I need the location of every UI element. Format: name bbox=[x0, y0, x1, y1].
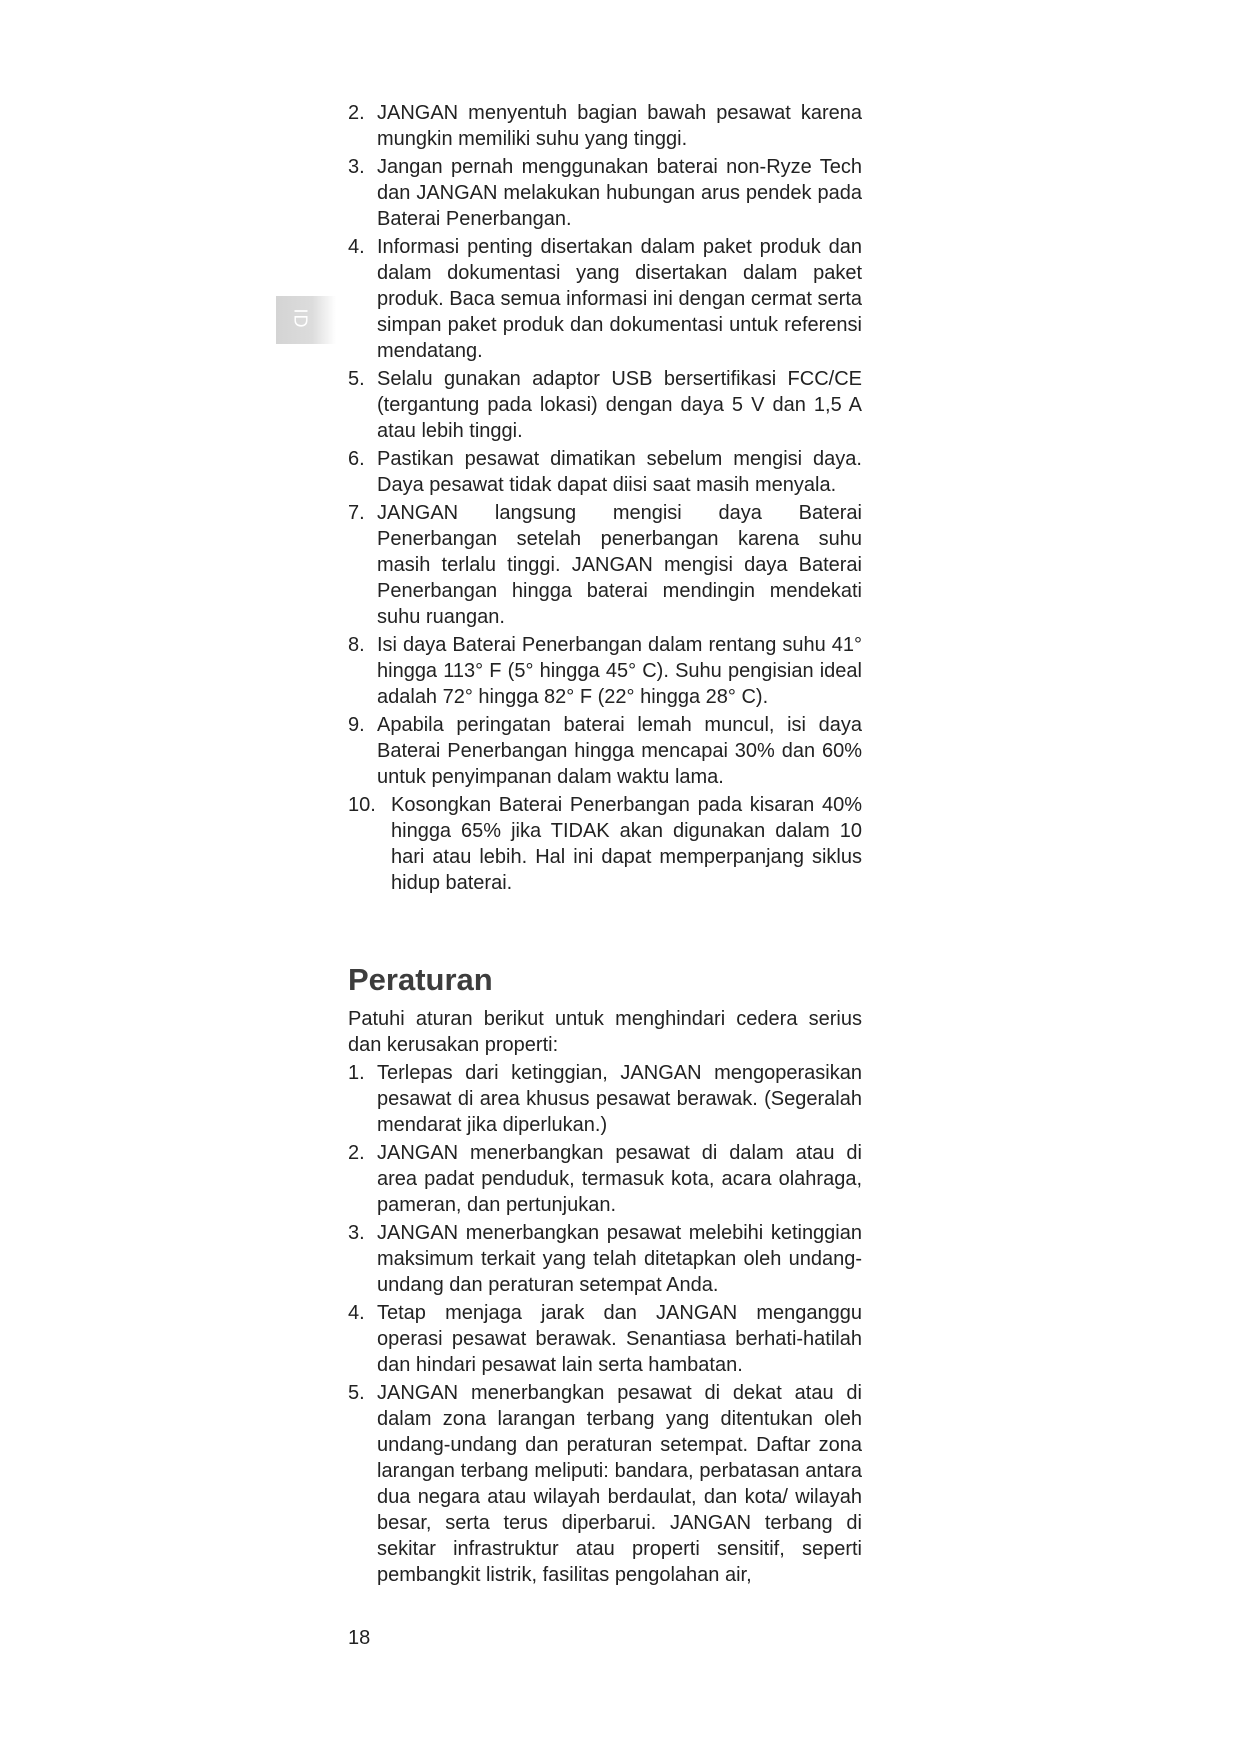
list-item bbox=[348, 1220, 862, 1298]
list-item-text: JANGAN langsung mengisi daya Baterai Penerbangan setelah penerbangan karena suhu masih terlalu tinggi. JANGAN mengisi daya Baterai Penerbangan hingga baterai mendingin mendekati suhu ruangan. bbox=[377, 502, 862, 628]
list-item-number: 2. bbox=[348, 102, 365, 124]
list-item-number: 4. bbox=[348, 236, 365, 258]
list-item-text: Pastikan pesawat dimatikan sebelum mengisi daya. Daya pesawat tidak dapat diisi saat masih menyala. bbox=[377, 448, 862, 496]
list-item bbox=[348, 632, 862, 710]
list-item-text: Jangan pernah menggunakan baterai non-Ryze Tech dan JANGAN melakukan hubungan arus pendek pada Baterai Penerbangan. bbox=[377, 156, 862, 230]
list-item bbox=[348, 446, 862, 498]
battery-list bbox=[348, 100, 862, 896]
list-item-number: 3. bbox=[348, 156, 365, 178]
list-item-number: 6. bbox=[348, 448, 365, 470]
list-item-number: 2. bbox=[348, 1142, 365, 1164]
section-heading: Peraturan bbox=[348, 962, 493, 997]
rules-list bbox=[348, 1060, 862, 1588]
list-item bbox=[348, 366, 862, 444]
list-item-number: 5. bbox=[348, 1382, 365, 1404]
list-item-text: JANGAN menerbangkan pesawat melebihi ketinggian maksimum terkait yang telah ditetapkan oleh undang-undang dan peraturan setempat Anda. bbox=[377, 1222, 862, 1296]
list-item bbox=[348, 1300, 862, 1378]
content-column bbox=[348, 100, 862, 1590]
list-item-text: Tetap menjaga jarak dan JANGAN menganggu operasi pesawat berawak. Senantiasa berhati-hatilah dan hindari pesawat lain serta hambatan. bbox=[377, 1302, 862, 1376]
list-item-number: 1. bbox=[348, 1062, 365, 1084]
language-tab-label: ID bbox=[290, 308, 311, 329]
list-item-number: 7. bbox=[348, 502, 365, 524]
list-item-text: Terlepas dari ketinggian, JANGAN mengoperasikan pesawat di area khusus pesawat berawak. (Segeralah mendarat jika diperlukan.) bbox=[377, 1062, 862, 1136]
page-number: 18 bbox=[348, 1627, 371, 1649]
list-item bbox=[348, 1140, 862, 1218]
list-item-number: 4. bbox=[348, 1302, 365, 1324]
list-item bbox=[348, 100, 862, 152]
list-item bbox=[348, 1380, 862, 1588]
section-intro: Patuhi aturan berikut untuk menghindari cedera serius dan kerusakan properti: bbox=[348, 1008, 862, 1056]
list-item bbox=[348, 712, 862, 790]
list-item-number: 5. bbox=[348, 368, 365, 390]
list-item-number: 8. bbox=[348, 634, 365, 656]
list-item bbox=[348, 500, 862, 630]
list-item bbox=[348, 234, 862, 364]
list-item-number: 3. bbox=[348, 1222, 365, 1244]
list-item-text: Informasi penting disertakan dalam paket produk dan dalam dokumentasi yang disertakan dalam paket produk. Baca semua informasi ini dengan cermat serta simpan paket produk dan dokumentasi untuk referensi mendatang. bbox=[377, 236, 862, 362]
list-item-text: JANGAN menerbangkan pesawat di dekat atau di dalam zona larangan terbang yang ditentukan oleh undang-undang dan peraturan setempat. Daftar zona larangan terbang meliputi: bandara, perbatasan antara dua negara atau wilayah berdaulat, dan kota/ wilayah besar, serta terus diperbarui. JANGAN terbang di sekitar infrastruktur atau properti sensitif, seperti pembangkit listrik, fasilitas pengolahan air, bbox=[377, 1382, 862, 1586]
list-item-text: Apabila peringatan baterai lemah muncul, isi daya Baterai Penerbangan hingga mencapai 30% dan 60% untuk penyimpanan dalam waktu lama. bbox=[377, 714, 862, 788]
list-item-text: JANGAN menerbangkan pesawat di dalam atau di area padat penduduk, termasuk kota, acara olahraga, pameran, dan pertunjukan. bbox=[377, 1142, 862, 1216]
list-item-text: Isi daya Baterai Penerbangan dalam rentang suhu 41° hingga 113° F (5° hingga 45° C). Suhu pengisian ideal adalah 72° hingga 82° F (22° hingga 28° C). bbox=[377, 634, 862, 708]
list-item-number: 10. bbox=[348, 794, 376, 816]
list-item bbox=[348, 1060, 862, 1138]
list-item-text: Kosongkan Baterai Penerbangan pada kisaran 40% hingga 65% jika TIDAK akan digunakan dalam 10 hari atau lebih. Hal ini dapat memperpanjang siklus hidup baterai. bbox=[391, 794, 862, 894]
list-item bbox=[348, 154, 862, 232]
list-item-text: JANGAN menyentuh bagian bawah pesawat karena mungkin memiliki suhu yang tinggi. bbox=[377, 102, 862, 150]
list-item-number: 9. bbox=[348, 714, 365, 736]
list-item bbox=[348, 792, 862, 896]
list-item-text: Selalu gunakan adaptor USB bersertifikasi FCC/CE (tergantung pada lokasi) dengan daya 5 V dan 1,5 A atau lebih tinggi. bbox=[377, 368, 862, 442]
language-tab bbox=[276, 296, 336, 344]
